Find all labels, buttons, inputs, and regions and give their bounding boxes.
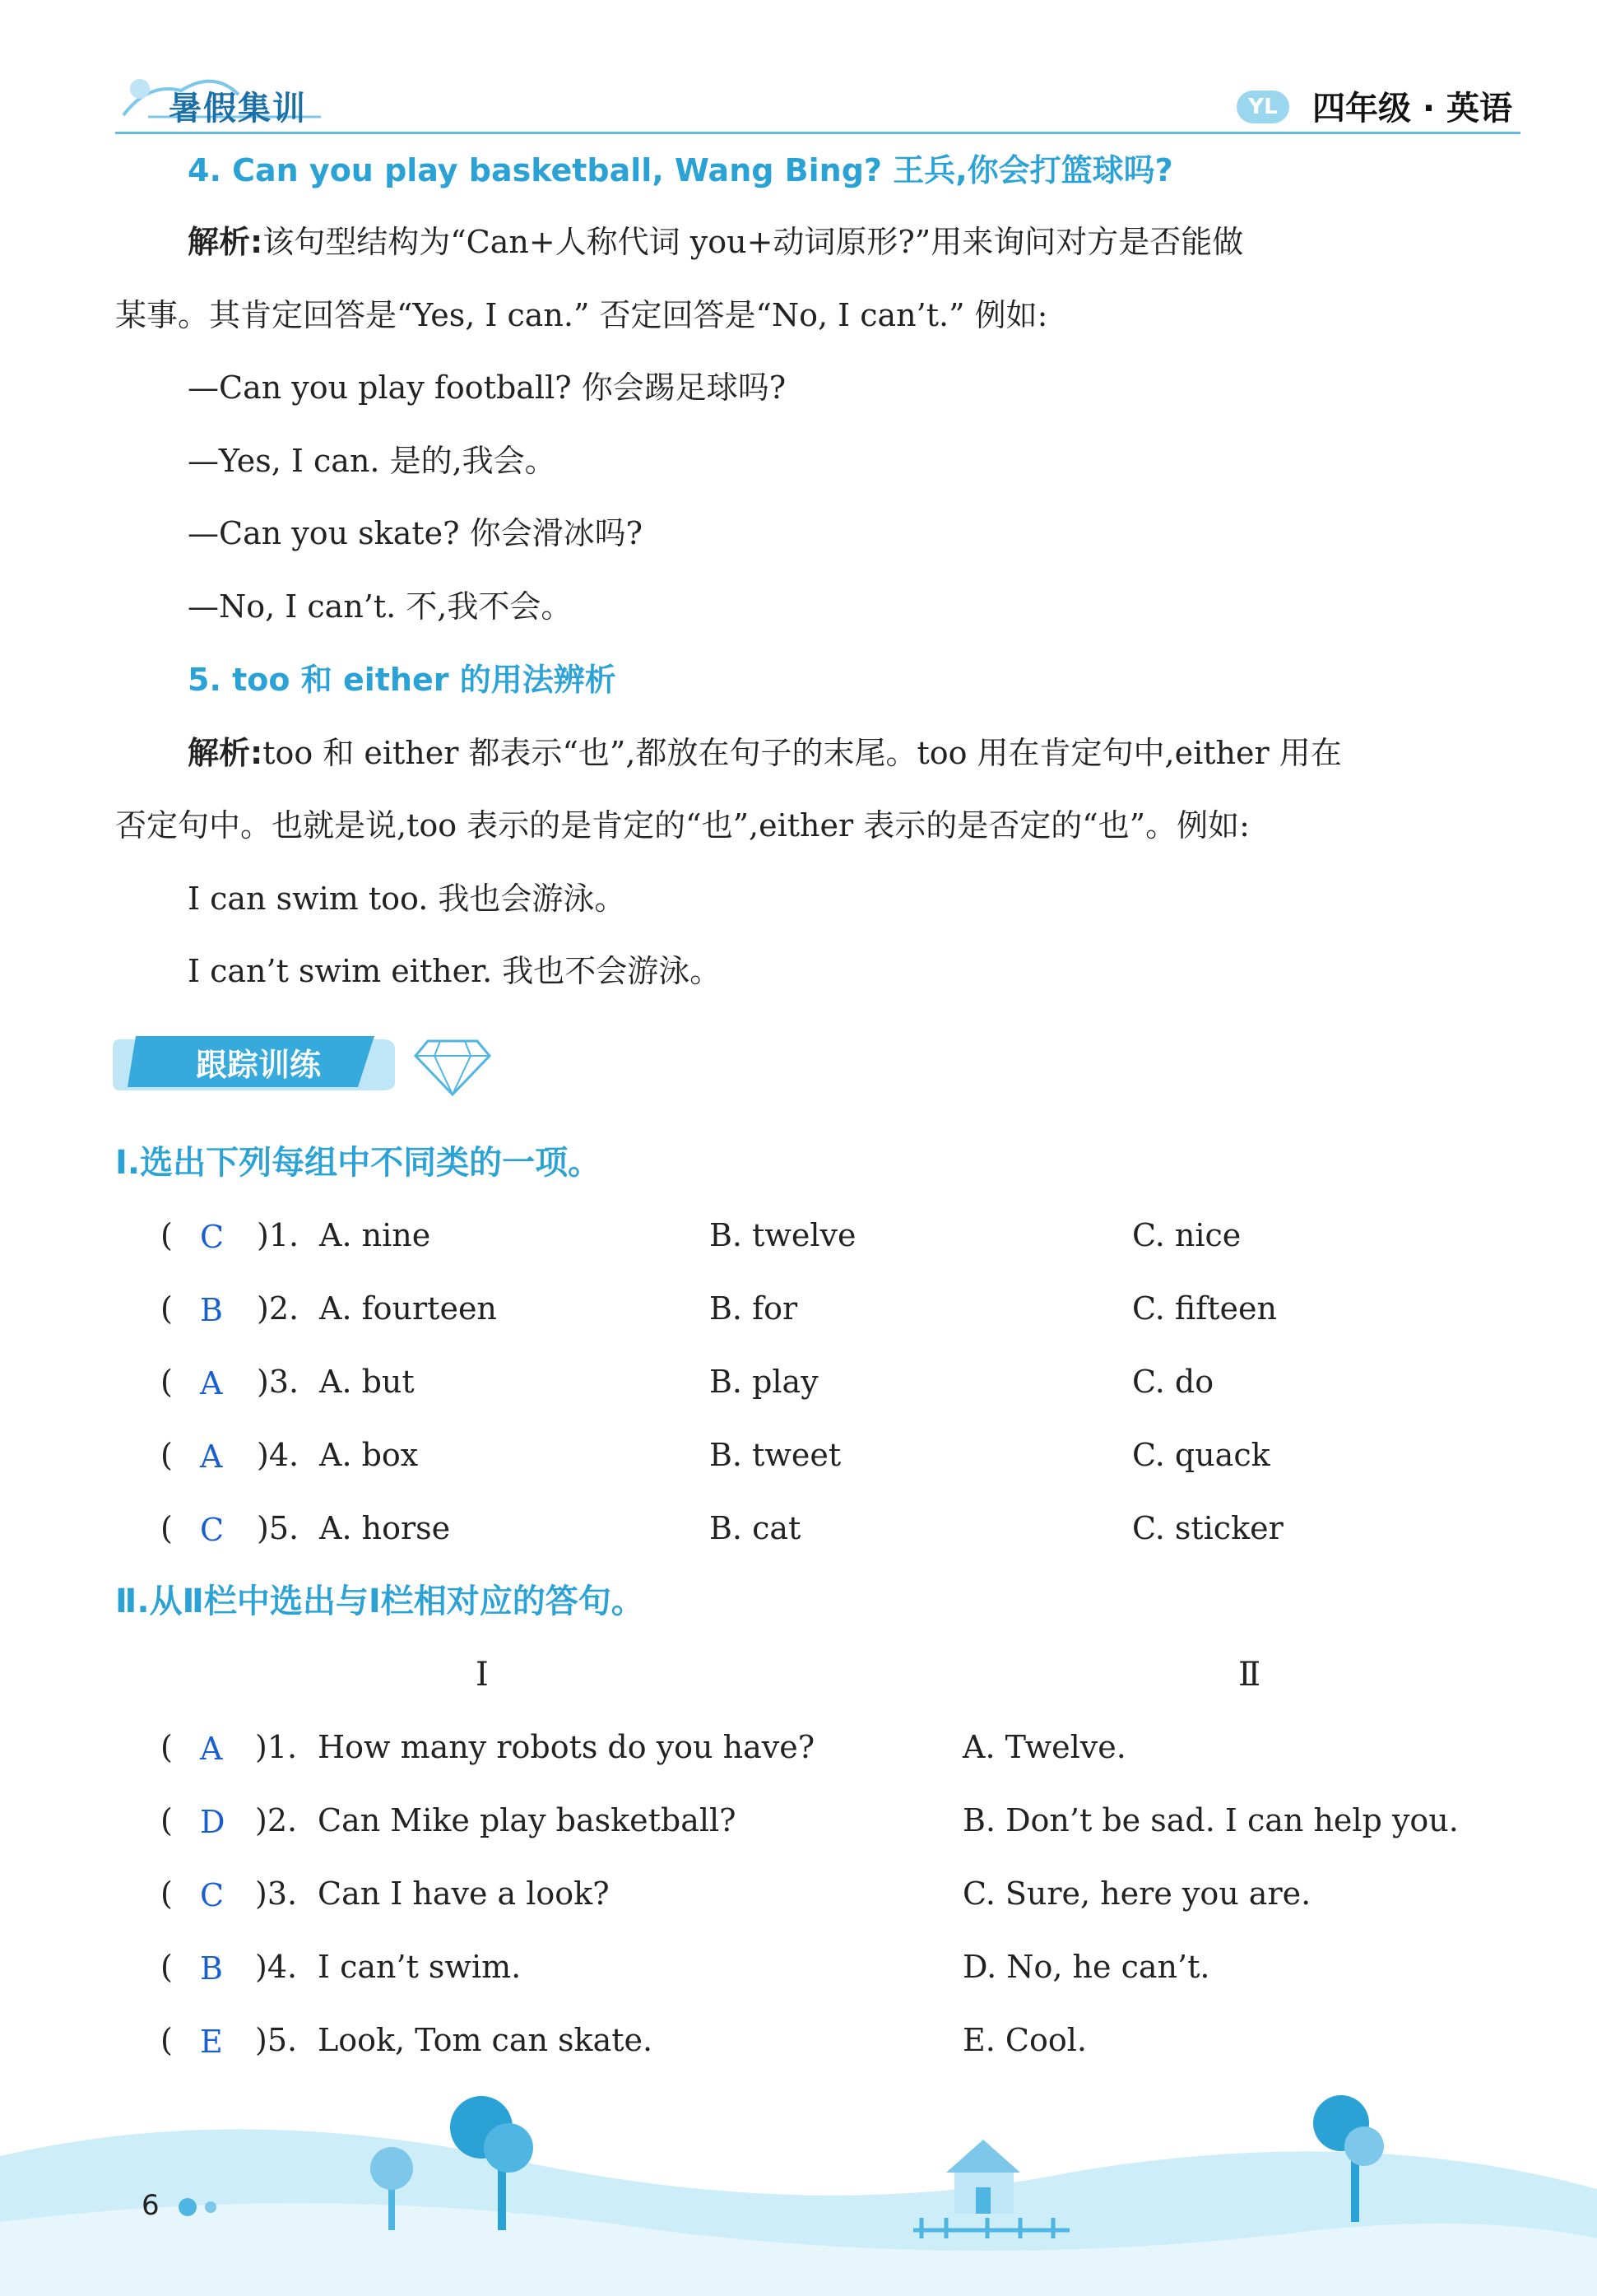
part1-item-option-a: A. horse — [319, 1510, 451, 1546]
part1-item-option-c: C. quack — [1132, 1437, 1270, 1473]
section5-analysis-text1: too 和 either 都表示“也”,都放在句子的末尾。too 用在肯定句中,either 用在 — [262, 735, 1342, 771]
section4-example-3: —Can you skate? 你会滑冰吗? — [188, 515, 643, 551]
part2-item-question: I can’t swim. — [318, 1949, 522, 1985]
header-divider — [115, 132, 1520, 134]
section4-analysis-label: 解析: — [188, 224, 263, 260]
part2-item-open: ( — [160, 1875, 173, 1912]
part1-item-option-c: C. sticker — [1132, 1510, 1284, 1546]
part2-item-question: Can Mike play basketball? — [318, 1802, 736, 1838]
part1-item-option-c: C. do — [1132, 1364, 1214, 1400]
part1-heading: Ⅰ.选出下列每组中不同类的一项。 — [115, 1144, 601, 1182]
part1-item-number: )1. — [257, 1217, 299, 1253]
part1-item-option-b: B. tweet — [709, 1437, 842, 1473]
section5-analysis-line1 — [188, 737, 1342, 769]
part2-item-answer: D — [200, 1804, 225, 1840]
section4-example-1: —Can you play football? 你会踢足球吗? — [188, 369, 787, 406]
section5-analysis-label: 解析: — [188, 735, 263, 771]
footer-landscape-illustration — [0, 2090, 1597, 2296]
part1-item-open: ( — [160, 1364, 173, 1400]
part2-item-number: )5. — [255, 2022, 298, 2058]
part1-item-open: ( — [160, 1290, 173, 1327]
part2-item-answer: C — [200, 1877, 225, 1913]
part2-item-open: ( — [160, 2022, 173, 2058]
section4-analysis-text1: 该句型结构为“Can+人称代词 you+动词原形?”用来询问对方是否能做 — [262, 224, 1244, 260]
part2-column-2-header: Ⅱ — [1238, 1656, 1261, 1694]
section4-example-2: —Yes, I can. 是的,我会。 — [188, 443, 556, 479]
part1-item-open: ( — [160, 1510, 173, 1546]
part1-item-option-a: A. nine — [319, 1217, 431, 1253]
part2-column-1-header: Ⅰ — [476, 1656, 489, 1694]
part2-item-open: ( — [160, 1949, 173, 1985]
part2-item-option: C. Sure, here you are. — [963, 1875, 1311, 1912]
part1-item-number: )2. — [257, 1290, 299, 1327]
part1-item-answer: A — [200, 1438, 223, 1475]
part2-item-answer: E — [200, 2024, 223, 2060]
part2-item-number: )4. — [255, 1949, 298, 1985]
part2-item-question: Look, Tom can skate. — [318, 2022, 653, 2058]
header-grade-subject: 四年级 · 英语 — [1312, 90, 1513, 128]
part1-item-option-b: B. for — [709, 1290, 798, 1327]
part1-item-answer: B — [200, 1292, 223, 1328]
part1-item-option-b: B. cat — [709, 1510, 801, 1546]
part2-item-open: ( — [160, 1729, 173, 1765]
part2-item-question: Can I have a look? — [318, 1875, 610, 1912]
part2-item-option: B. Don’t be sad. I can help you. — [963, 1802, 1459, 1838]
header-brand: 暑假集训 — [169, 90, 307, 128]
section5-example-2: I can’t swim either. 我也不会游泳。 — [188, 953, 722, 989]
section4-analysis-line2: 某事。其肯定回答是“Yes, I can.” 否定回答是“No, I can’t.” 例如: — [115, 297, 1048, 333]
part2-item-open: ( — [160, 1802, 173, 1838]
part1-item-open: ( — [160, 1437, 173, 1473]
part1-item-number: )5. — [257, 1510, 299, 1546]
header-badge: YL — [1237, 91, 1289, 123]
part1-item-option-a: A. fourteen — [319, 1290, 497, 1327]
part2-item-option: A. Twelve. — [963, 1729, 1126, 1765]
part2-item-number: )3. — [255, 1875, 298, 1912]
section5-title: 5. too 和 either 的用法辨析 — [188, 662, 616, 698]
part2-item-number: )2. — [255, 1802, 298, 1838]
part2-heading: Ⅱ.从Ⅱ栏中选出与Ⅰ栏相对应的答句。 — [115, 1583, 644, 1620]
part1-item-option-b: B. twelve — [709, 1217, 857, 1253]
diamond-icon — [411, 1033, 494, 1099]
section5-analysis-line2: 否定句中。也就是说,too 表示的是肯定的“也”,either 表示的是否定的“也”。例如: — [115, 807, 1250, 844]
part2-item-option: D. No, he can’t. — [963, 1949, 1210, 1985]
training-banner-label: 跟踪训练 — [196, 1047, 322, 1083]
part2-item-option: E. Cool. — [963, 2022, 1087, 2058]
part1-item-answer: A — [200, 1365, 223, 1401]
section4-title: 4. Can you play basketball, Wang Bing? 王兵,你会打篮球吗? — [188, 152, 1173, 188]
part1-item-option-c: C. nice — [1132, 1217, 1242, 1253]
part1-item-option-c: C. fifteen — [1132, 1290, 1278, 1327]
part1-item-open: ( — [160, 1217, 173, 1253]
part1-item-option-a: A. but — [319, 1364, 415, 1400]
part2-item-answer: B — [200, 1950, 223, 1987]
part1-item-option-a: A. box — [319, 1437, 419, 1473]
part2-item-answer: A — [200, 1731, 223, 1767]
part1-item-number: )3. — [257, 1364, 299, 1400]
section4-analysis-line1 — [188, 226, 1243, 258]
page-number: 6 — [142, 2189, 160, 2222]
part1-item-option-b: B. play — [709, 1364, 819, 1400]
section5-example-1: I can swim too. 我也会游泳。 — [188, 881, 626, 917]
section4-example-4: —No, I can’t. 不,我不会。 — [188, 588, 573, 625]
part2-item-number: )1. — [255, 1729, 298, 1765]
part1-item-number: )4. — [257, 1437, 299, 1473]
part1-item-answer: C — [200, 1219, 225, 1255]
part1-item-answer: C — [200, 1512, 225, 1548]
part2-item-question: How many robots do you have? — [318, 1729, 815, 1765]
